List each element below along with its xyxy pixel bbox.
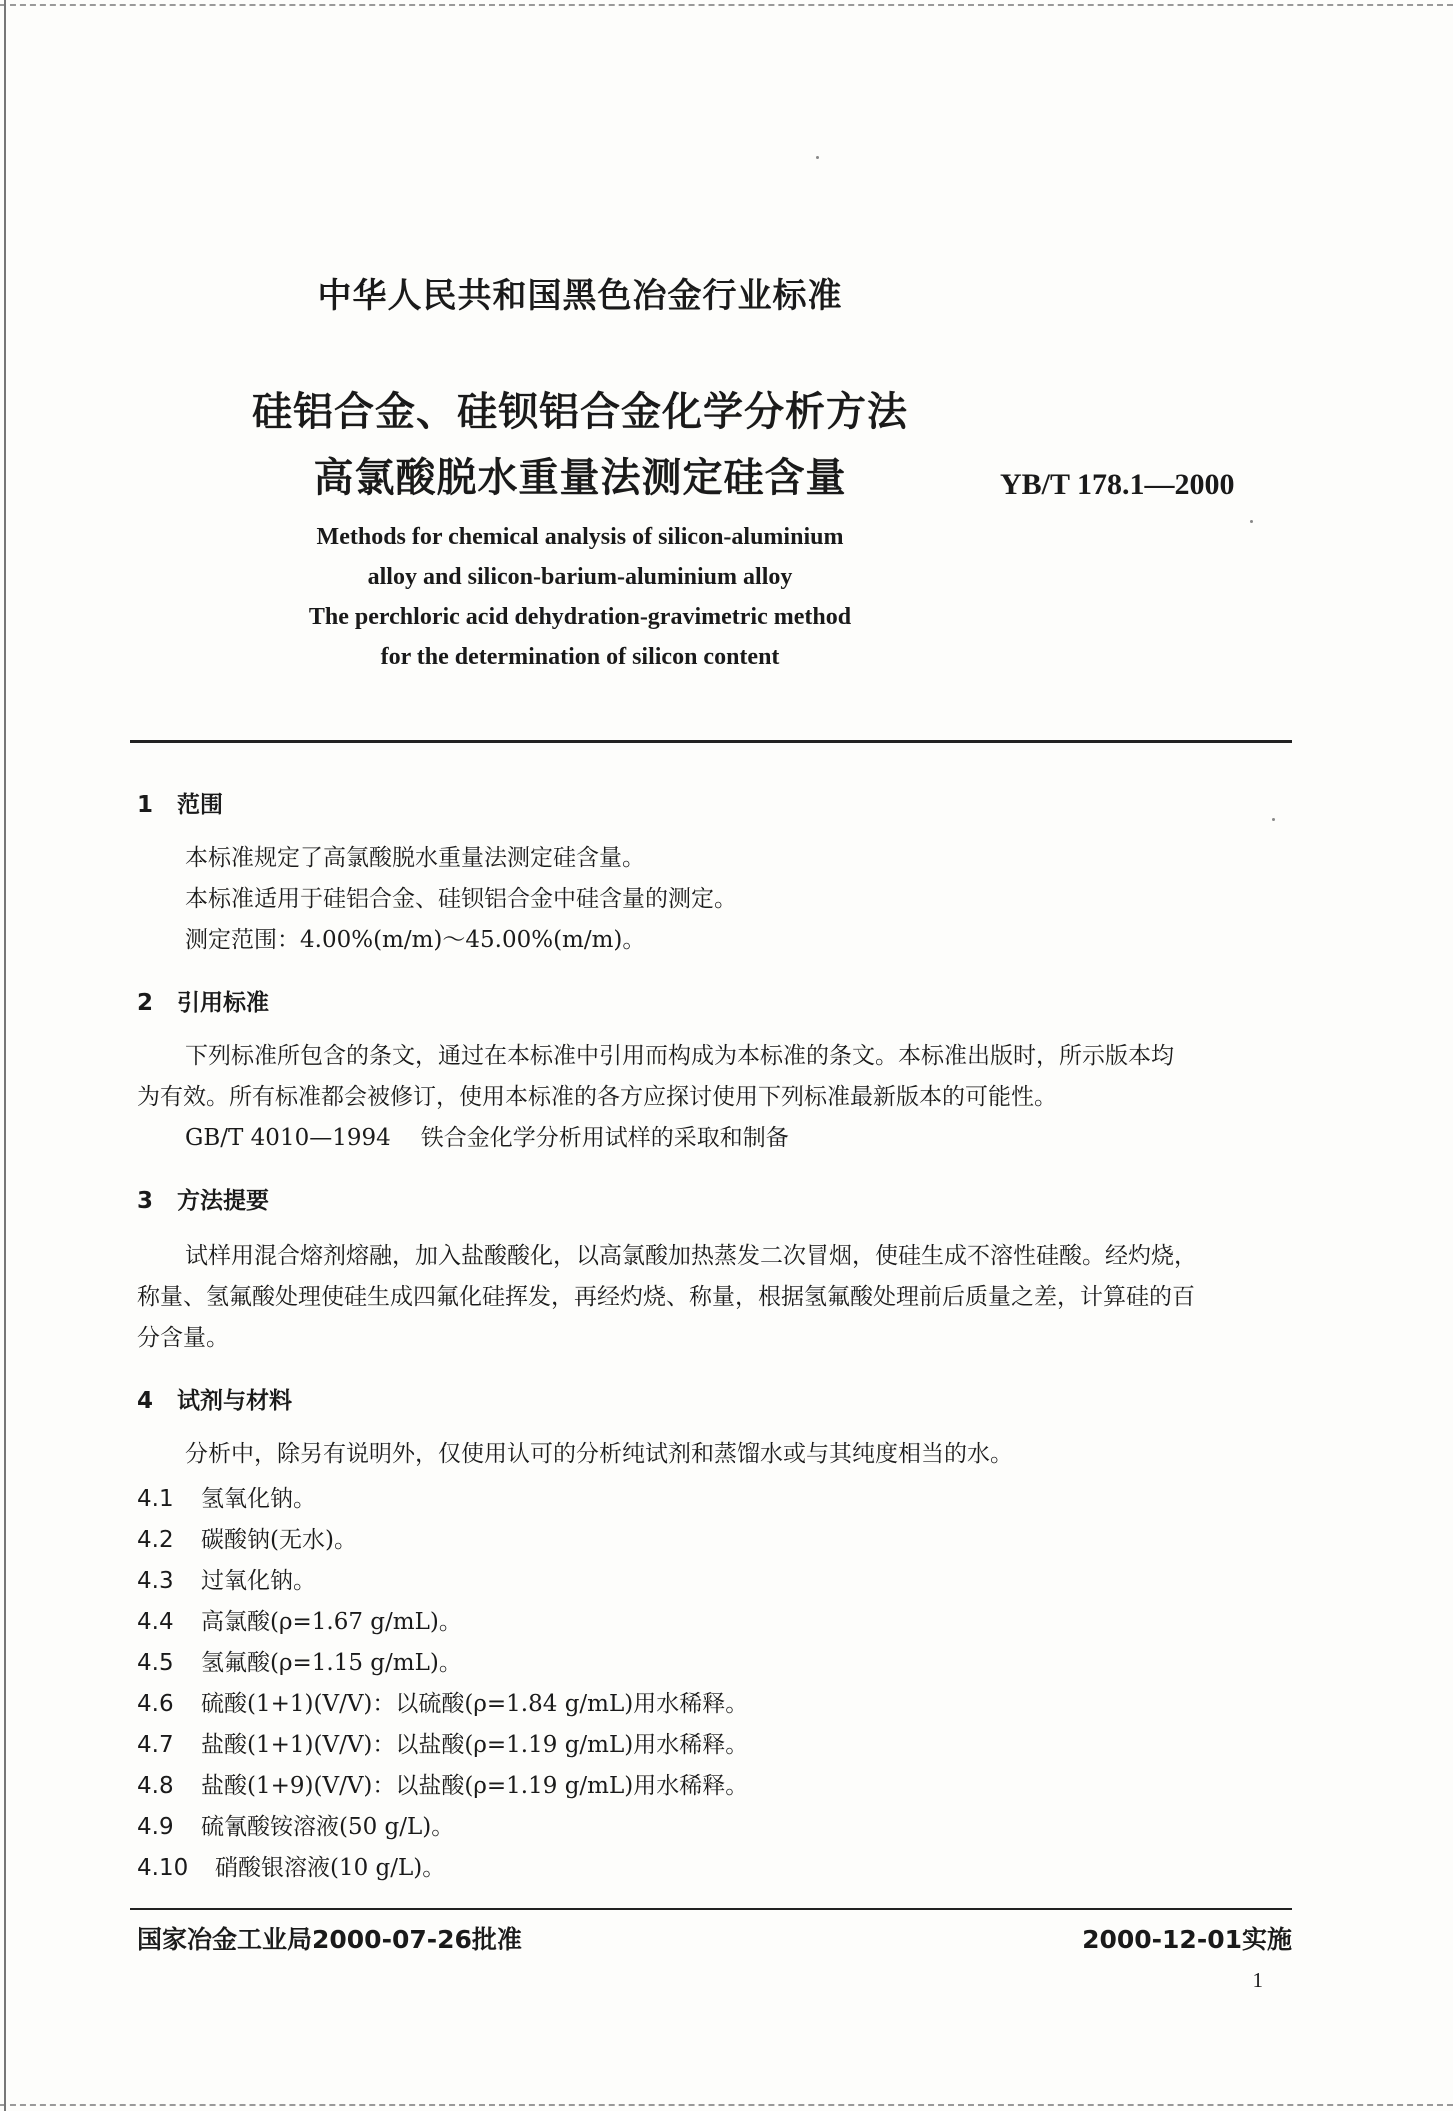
header-rule bbox=[130, 740, 1292, 743]
title-zh-line2: 高氯酸脱水重量法测定硅含量 bbox=[313, 455, 847, 501]
approval-statement: 国家冶金工业局2000-07-26批准 bbox=[137, 1925, 522, 1954]
section-title: 引用标准 bbox=[177, 990, 269, 1016]
section-2-para-line1: 下列标准所包含的条文，通过在本标准中引用而构成为本标准的条文。本标准出版时，所示版本均 bbox=[185, 1043, 1174, 1069]
section-number: 3 bbox=[137, 1188, 154, 1214]
implementation-date: 2000-12-01实施 bbox=[1082, 1925, 1292, 1954]
section-4-heading bbox=[137, 1382, 292, 1415]
title-en-line3: The perchloric acid dehydration-gravimetric method bbox=[308, 604, 852, 630]
list-item bbox=[137, 1767, 748, 1800]
scan-speck bbox=[1250, 520, 1253, 523]
section-number: 1 bbox=[137, 792, 154, 818]
title-en-line4: for the determination of silicon content bbox=[380, 644, 780, 670]
list-item bbox=[137, 1603, 462, 1636]
list-item bbox=[137, 1521, 357, 1554]
item-number: 4.5 bbox=[137, 1650, 174, 1676]
item-text: 氢氧化钠。 bbox=[201, 1486, 316, 1512]
list-item bbox=[137, 1644, 462, 1677]
list-item bbox=[137, 1480, 316, 1513]
reference-title: 铁合金化学分析用试样的采取和制备 bbox=[420, 1125, 789, 1151]
list-item bbox=[137, 1726, 748, 1759]
title-zh-line1: 硅铝合金、硅钡铝合金化学分析方法 bbox=[252, 389, 908, 435]
section-title: 方法提要 bbox=[177, 1188, 269, 1214]
page-top-border bbox=[0, 4, 1453, 6]
title-en-line1: Methods for chemical analysis of silicon-aluminium bbox=[316, 524, 844, 550]
list-item bbox=[137, 1685, 748, 1718]
section-3-line2: 称量、氢氟酸处理使硅生成四氟化硅挥发，再经灼烧、称量，根据氢氟酸处理前后质量之差，计算硅的百 bbox=[137, 1284, 1195, 1310]
footer-rule bbox=[130, 1908, 1292, 1910]
section-title: 试剂与材料 bbox=[177, 1388, 292, 1414]
item-text: 硫氰酸铵溶液(50 g/L)。 bbox=[201, 1814, 455, 1840]
item-number: 4.7 bbox=[137, 1732, 174, 1758]
list-item bbox=[137, 1808, 454, 1841]
page-bottom-border bbox=[0, 2104, 1453, 2106]
section-number: 4 bbox=[137, 1388, 154, 1414]
normative-reference bbox=[185, 1118, 789, 1159]
scan-speck bbox=[1272, 818, 1275, 821]
item-number: 4.10 bbox=[137, 1855, 189, 1881]
item-number: 4.8 bbox=[137, 1773, 174, 1799]
item-text: 氢氟酸(ρ=1.15 g/mL)。 bbox=[201, 1650, 462, 1676]
scan-speck bbox=[816, 156, 819, 159]
section-3-line1: 试样用混合熔剂熔融，加入盐酸酸化，以高氯酸加热蒸发二次冒烟，使硅生成不溶性硅酸。经灼烧， bbox=[185, 1243, 1197, 1269]
item-text: 盐酸(1+9)(V/V)：以盐酸(ρ=1.19 g/mL)用水稀释。 bbox=[201, 1773, 749, 1799]
section-2-para-line2: 为有效。所有标准都会被修订，使用本标准的各方应探讨使用下列标准最新版本的可能性。 bbox=[137, 1084, 1057, 1110]
section-1-para-3: 测定范围：4.00%(m/m)～45.00%(m/m)。 bbox=[185, 927, 646, 953]
item-number: 4.9 bbox=[137, 1814, 174, 1840]
item-text: 碳酸钠(无水)。 bbox=[201, 1527, 357, 1553]
section-1-para-1: 本标准规定了高氯酸脱水重量法测定硅含量。 bbox=[185, 845, 645, 871]
item-number: 4.4 bbox=[137, 1609, 174, 1635]
page-number: 1 bbox=[1252, 1968, 1263, 1992]
title-en-line2: alloy and silicon-barium-aluminium alloy bbox=[367, 564, 793, 590]
item-text: 硫酸(1+1)(V/V)：以硫酸(ρ=1.84 g/mL)用水稀释。 bbox=[201, 1691, 749, 1717]
standard-code: YB/T 178.1—2000 bbox=[1000, 468, 1235, 501]
section-3-heading bbox=[137, 1182, 269, 1215]
reference-code: GB/T 4010—1994 bbox=[185, 1125, 391, 1151]
organization-header: 中华人民共和国黑色冶金行业标准 bbox=[317, 276, 843, 316]
list-item bbox=[137, 1562, 316, 1595]
section-2-heading bbox=[137, 984, 269, 1017]
item-text: 高氯酸(ρ=1.67 g/mL)。 bbox=[201, 1609, 462, 1635]
item-number: 4.2 bbox=[137, 1527, 174, 1553]
section-4-intro: 分析中，除另有说明外，仅使用认可的分析纯试剂和蒸馏水或与其纯度相当的水。 bbox=[185, 1441, 1013, 1467]
section-1-heading bbox=[137, 786, 223, 819]
item-text: 硝酸银溶液(10 g/L)。 bbox=[215, 1855, 446, 1881]
section-1-para-2: 本标准适用于硅铝合金、硅钡铝合金中硅含量的测定。 bbox=[185, 886, 737, 912]
list-item bbox=[137, 1849, 445, 1882]
item-number: 4.1 bbox=[137, 1486, 174, 1512]
section-number: 2 bbox=[137, 990, 154, 1016]
section-3-line3: 分含量。 bbox=[137, 1325, 229, 1351]
item-number: 4.6 bbox=[137, 1691, 174, 1717]
item-text: 过氧化钠。 bbox=[201, 1568, 316, 1594]
section-title: 范围 bbox=[177, 792, 223, 818]
item-text: 盐酸(1+1)(V/V)：以盐酸(ρ=1.19 g/mL)用水稀释。 bbox=[201, 1732, 749, 1758]
item-number: 4.3 bbox=[137, 1568, 174, 1594]
